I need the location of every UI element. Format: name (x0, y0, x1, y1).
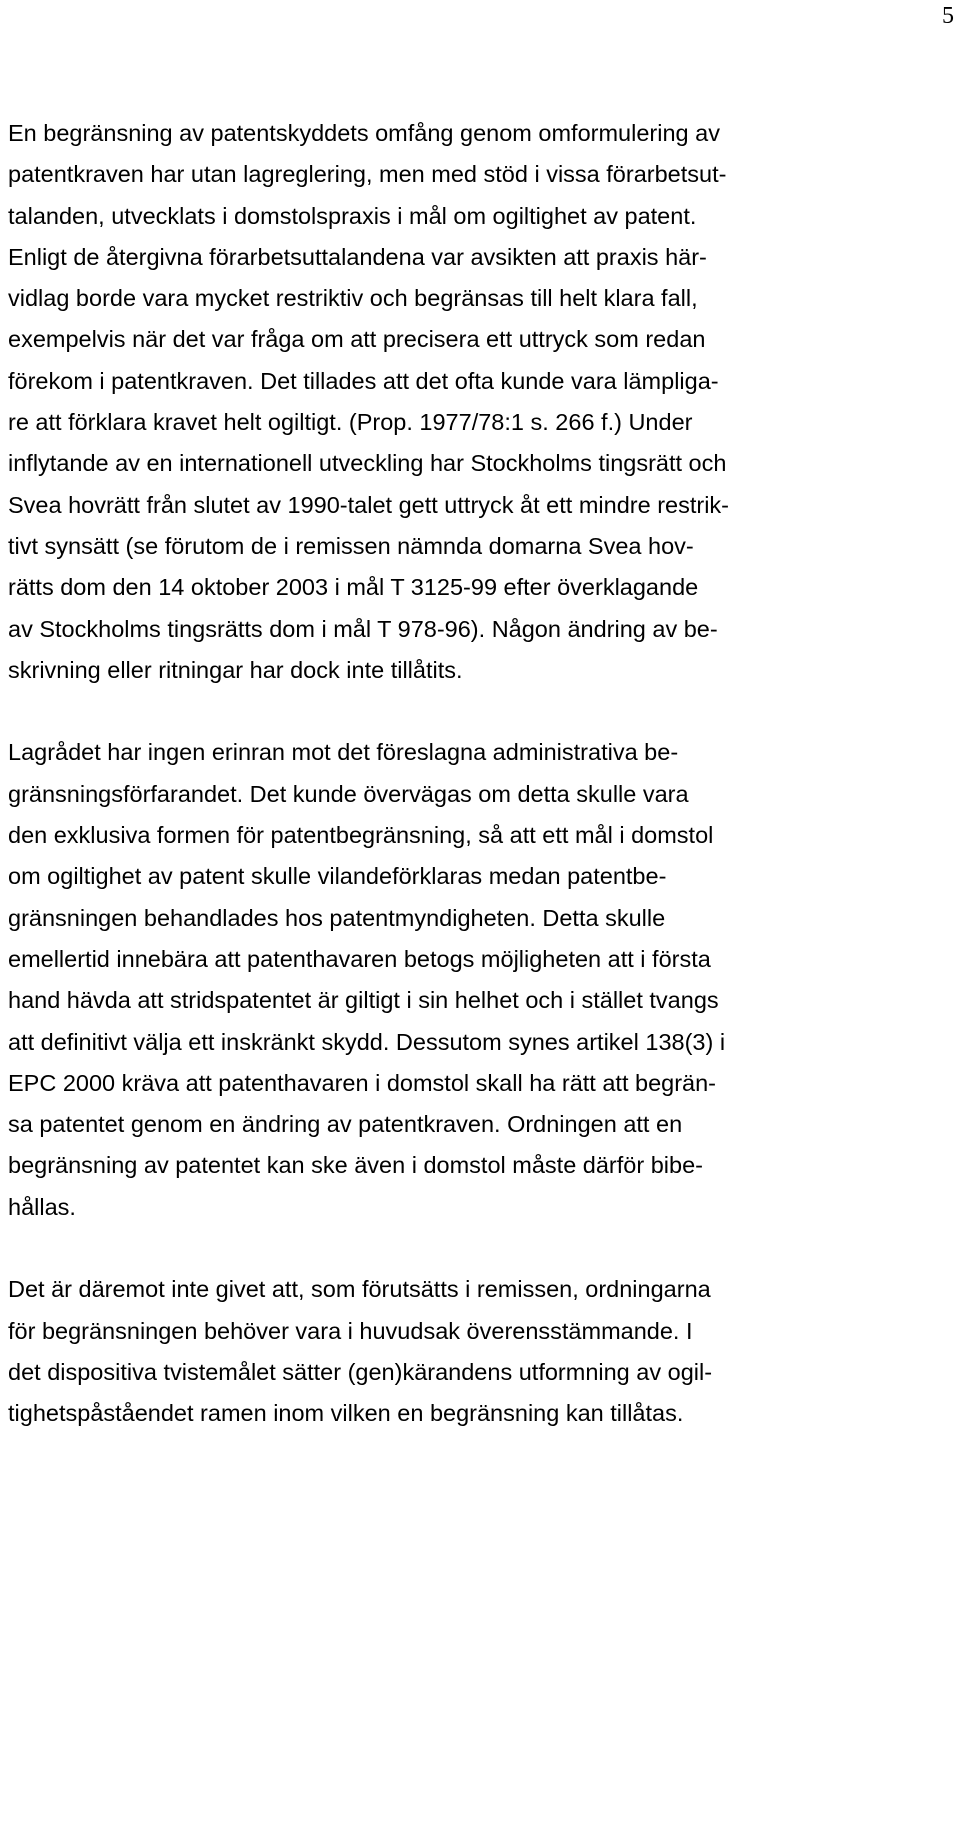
text-line: vidlag borde vara mycket restriktiv och begränsas till helt klara fall, (8, 285, 698, 312)
text-line: emellertid innebära att patenthavaren betogs möjligheten att i första (8, 945, 711, 972)
text-line: Svea hovrätt från slutet av 1990-talet gett uttryck åt ett mindre restrik- (8, 491, 729, 518)
text-line: inflytande av en internationell utveckling har Stockholms tingsrätt och (8, 450, 727, 477)
text-line: av Stockholms tingsrätts dom i mål T 978-96). Någon ändring av be- (8, 615, 718, 642)
paragraph-3 (8, 1269, 956, 1434)
text-line: rätts dom den 14 oktober 2003 i mål T 3125-99 efter överklagande (8, 574, 699, 601)
text-line: Det är däremot inte givet att, som förutsätts i remissen, ordningarna (8, 1276, 711, 1303)
text-line: hållas. (8, 1193, 76, 1220)
text-line: förekom i patentkraven. Det tillades att det ofta kunde vara lämpliga- (8, 367, 719, 394)
text-line: exempelvis när det var fråga om att precisera ett uttryck som redan (8, 326, 706, 353)
paragraph-2 (8, 732, 956, 1228)
text-line: sa patentet genom en ändring av patentkraven. Ordningen att en (8, 1111, 683, 1138)
paragraph-spacer (8, 1228, 956, 1269)
text-line: EPC 2000 kräva att patenthavaren i domstol skall ha rätt att begrän- (8, 1069, 717, 1096)
text-line: patentkraven har utan lagreglering, men med stöd i vissa förarbetsut- (8, 161, 727, 188)
text-line: Enligt de återgivna förarbetsuttalandena var avsikten att praxis här- (8, 243, 707, 270)
text-line: gränsningsförfarandet. Det kunde övervägas om detta skulle vara (8, 780, 689, 807)
text-line: hand hävda att stridspatentet är giltigt i sin helhet och i stället tvangs (8, 987, 719, 1014)
text-line: den exklusiva formen för patentbegränsning, så att ett mål i domstol (8, 822, 714, 849)
document-body (8, 113, 956, 1435)
text-line: skrivning eller ritningar har dock inte tillåtits. (8, 656, 463, 683)
text-line: En begränsning av patentskyddets omfång genom omformulering av (8, 120, 720, 146)
text-line: begränsning av patentet kan ske även i domstol måste därför bibe- (8, 1152, 703, 1179)
text-line: tighetspåståendet ramen inom vilken en begränsning kan tillåtas. (8, 1400, 684, 1427)
text-line: om ogiltighet av patent skulle vilandeförklaras medan patentbe- (8, 863, 667, 890)
page-number: 5 (942, 3, 954, 29)
text-line: för begränsningen behöver vara i huvudsak överensstämmande. I (8, 1317, 693, 1344)
text-line: gränsningen behandlades hos patentmyndigheten. Detta skulle (8, 904, 666, 931)
paragraph-spacer (8, 691, 956, 732)
paragraph-1 (8, 113, 956, 691)
text-line: Lagrådet har ingen erinran mot det föreslagna administrativa be- (8, 739, 679, 766)
text-line: re att förklara kravet helt ogiltigt. (Prop. 1977/78:1 s. 266 f.) Under (8, 409, 693, 436)
text-line: att definitivt välja ett inskränkt skydd. Dessutom synes artikel 138(3) i (8, 1028, 726, 1055)
text-line: talanden, utvecklats i domstolspraxis i mål om ogiltighet av patent. (8, 202, 697, 229)
text-line: det dispositiva tvistemålet sätter (gen)kärandens utformning av ogil- (8, 1358, 713, 1385)
text-line: tivt synsätt (se förutom de i remissen nämnda domarna Svea hov- (8, 532, 694, 559)
